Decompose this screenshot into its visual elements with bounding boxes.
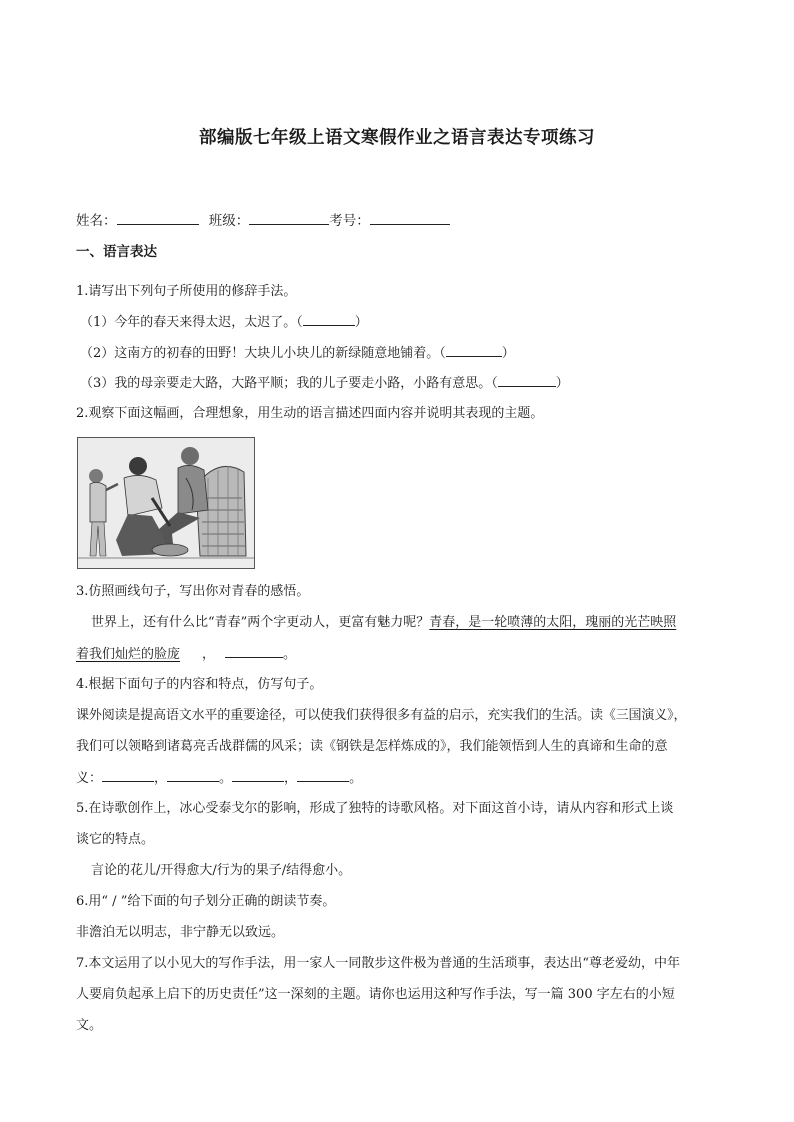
q1-item-1-close: ）: [354, 315, 368, 330]
q3-answer-blank[interactable]: [225, 645, 283, 658]
q1-item-1: [80, 313, 368, 332]
student-info-row: [76, 212, 450, 230]
family-illustration-image: [77, 437, 255, 569]
q1-item-2-text: （2）这南方的初春的田野！大块儿小块儿的新绿随意地铺着。（: [80, 346, 446, 361]
q7-line-3: 文。: [76, 1018, 103, 1033]
q3-stem: 3.仿照画线句子，写出你对青春的感悟。: [76, 584, 310, 599]
q4-passage-line-3: [76, 769, 362, 788]
section-heading: 一、语言表达: [76, 244, 157, 260]
q1-stem: 1.请写出下列句子所使用的修辞手法。: [76, 284, 297, 299]
q4-passage-line-2: 我们可以领略到诸葛亮舌战群儒的风采；读《钢铁是怎样炼成的》，我们能领悟到人生的真谛和生命的意: [76, 739, 668, 754]
q1-item-3-close: ）: [555, 376, 569, 391]
q4-end: 。: [349, 771, 363, 786]
q7-line-1: 7.本文运用了以小见大的写作手法，用一家人一同散步这件极为普通的生活琐事，表达出“尊老爱幼，中年: [76, 956, 681, 971]
q4-sep-1: ，: [154, 771, 168, 786]
q1-item-3-text: （3）我的母亲要走大路，大路平顺；我的儿子要走小路，小路有意思。（: [80, 376, 498, 391]
q4-stem: 4.根据下面句子的内容和特点，仿写句子。: [76, 677, 323, 692]
name-blank[interactable]: [117, 212, 199, 225]
q2-stem: 2.观察下面这幅画，合理想象，用生动的语言描述四面内容并说明其表现的主题。: [76, 406, 544, 421]
q5-stem-line-1: 5.在诗歌创作上，冰心受泰戈尔的影响，形成了独特的诗歌风格。对下面这首小诗，请从内容和形式上谈: [76, 801, 674, 816]
q7-line-2: 人要肩负起承上启下的历史责任”这一深刻的主题。请你也运用这种写作手法，写一篇 300 字左右的小短: [76, 987, 675, 1002]
q5-poem: 言论的花儿/开得愈大/行为的果子/结得愈小。: [91, 863, 352, 878]
q1-item-1-text: （1）今年的春天来得太迟，太迟了。（: [80, 315, 303, 330]
q4-sep-3: ，: [284, 771, 298, 786]
q4-blank-1[interactable]: [102, 769, 154, 782]
q3-passage-line-2: [76, 645, 296, 664]
illustration-family-washing-feet-icon: [78, 438, 254, 568]
q1-item-2-close: ）: [501, 346, 515, 361]
q1-item-1-blank[interactable]: [303, 313, 355, 326]
q1-item-2-blank[interactable]: [446, 344, 502, 357]
class-label: 班级：: [208, 213, 250, 229]
q3-comma: ，: [202, 647, 216, 662]
q5-stem-line-2: 谈它的特点。: [76, 832, 155, 847]
class-blank[interactable]: [249, 212, 329, 225]
q6-stem: 6.用“ / ”给下面的句子划分正确的朗读节奏。: [76, 894, 336, 909]
q4-blank-3[interactable]: [232, 769, 284, 782]
q4-sep-2: 。: [219, 771, 233, 786]
q3-period: 。: [283, 647, 297, 662]
q6-sentence: 非澹泊无以明志，非宁静无以致远。: [76, 925, 285, 940]
q4-passage-line-1: 课外阅读是提高语文水平的重要途径，可以使我们获得很多有益的启示，充实我们的生活。读《三国演义》，: [76, 708, 687, 723]
q4-blank-4[interactable]: [297, 769, 349, 782]
q1-item-3-blank[interactable]: [498, 374, 556, 387]
exam-label: 考号：: [329, 213, 370, 229]
q3-underlined-text-2: 着我们灿烂的脸庞: [76, 647, 181, 662]
name-label: 姓名：: [76, 213, 117, 229]
q1-item-2: [80, 344, 515, 363]
q3-plain-text: 世界上，还有什么比“青春”两个字更动人，更富有魅力呢？: [91, 615, 430, 630]
q4-blank-2[interactable]: [167, 769, 219, 782]
exam-number-blank[interactable]: [370, 212, 450, 225]
page-title: 部编版七年级上语文寒假作业之语言表达专项练习: [199, 128, 595, 148]
q1-item-3: [80, 374, 569, 393]
q3-underlined-text-1: 青春，是一轮喷薄的太阳，瑰丽的光芒映照: [429, 615, 677, 630]
q4-prefix: 义：: [76, 771, 103, 786]
q3-passage-line-1: [91, 614, 676, 632]
